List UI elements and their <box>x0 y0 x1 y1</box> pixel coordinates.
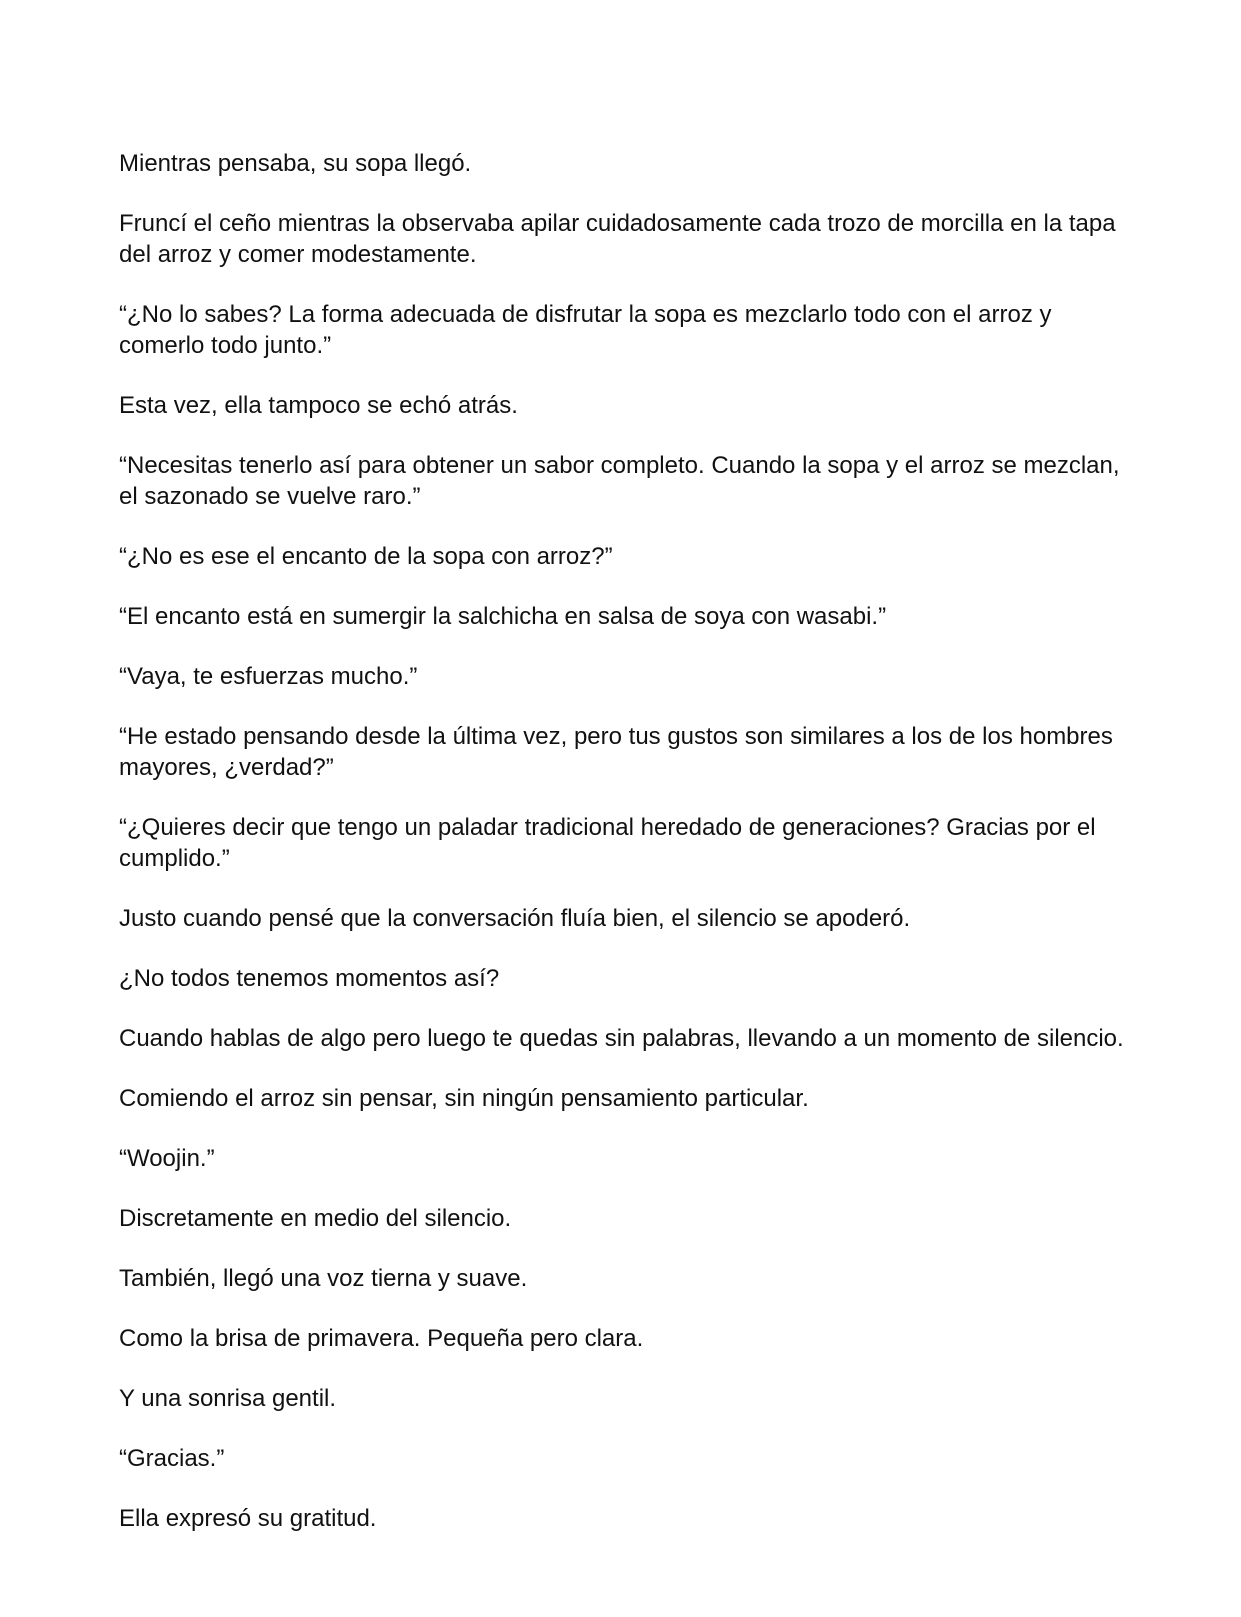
paragraph: “¿No es ese el encanto de la sopa con arroz?” <box>119 543 613 570</box>
paragraph: “¿Quieres decir que tengo un paladar tradicional heredado de generaciones? Gracias por el cumplido.” <box>119 814 1096 872</box>
paragraph: Comiendo el arroz sin pensar, sin ningún pensamiento particular. <box>119 1085 809 1112</box>
paragraph: Fruncí el ceño mientras la observaba apilar cuidadosamente cada trozo de morcilla en la tapa del arroz y comer modestamente. <box>119 210 1116 268</box>
paragraph: “Gracias.” <box>119 1445 225 1472</box>
paragraph: Esta vez, ella tampoco se echó atrás. <box>119 392 518 419</box>
paragraph: Cuando hablas de algo pero luego te quedas sin palabras, llevando a un momento de silencio. <box>119 1025 1124 1052</box>
paragraph: “Necesitas tenerlo así para obtener un sabor completo. Cuando la sopa y el arroz se mezclan, el sazonado se vuelve raro.” <box>119 452 1120 510</box>
paragraph: ¿No todos tenemos momentos así? <box>119 965 500 992</box>
paragraph: Justo cuando pensé que la conversación fluía bien, el silencio se apoderó. <box>119 905 911 932</box>
paragraph: Ella expresó su gratitud. <box>119 1505 377 1532</box>
paragraph: “El encanto está en sumergir la salchicha en salsa de soya con wasabi.” <box>119 603 887 630</box>
paragraph: También, llegó una voz tierna y suave. <box>119 1265 528 1292</box>
paragraph: Como la brisa de primavera. Pequeña pero clara. <box>119 1325 644 1352</box>
paragraph: “He estado pensando desde la última vez, pero tus gustos son similares a los de los hombres mayores, ¿verdad?” <box>119 723 1113 781</box>
paragraph: Mientras pensaba, su sopa llegó. <box>119 150 472 177</box>
paragraph: “Vaya, te esfuerzas mucho.” <box>119 663 418 690</box>
paragraph: “¿No lo sabes? La forma adecuada de disfrutar la sopa es mezclarlo todo con el arroz y comerlo todo junto.” <box>119 301 1052 359</box>
paragraph: Discretamente en medio del silencio. <box>119 1205 512 1232</box>
document-body <box>119 148 1129 1563</box>
paragraph: Y una sonrisa gentil. <box>119 1385 337 1412</box>
paragraph: “Woojin.” <box>119 1145 215 1172</box>
